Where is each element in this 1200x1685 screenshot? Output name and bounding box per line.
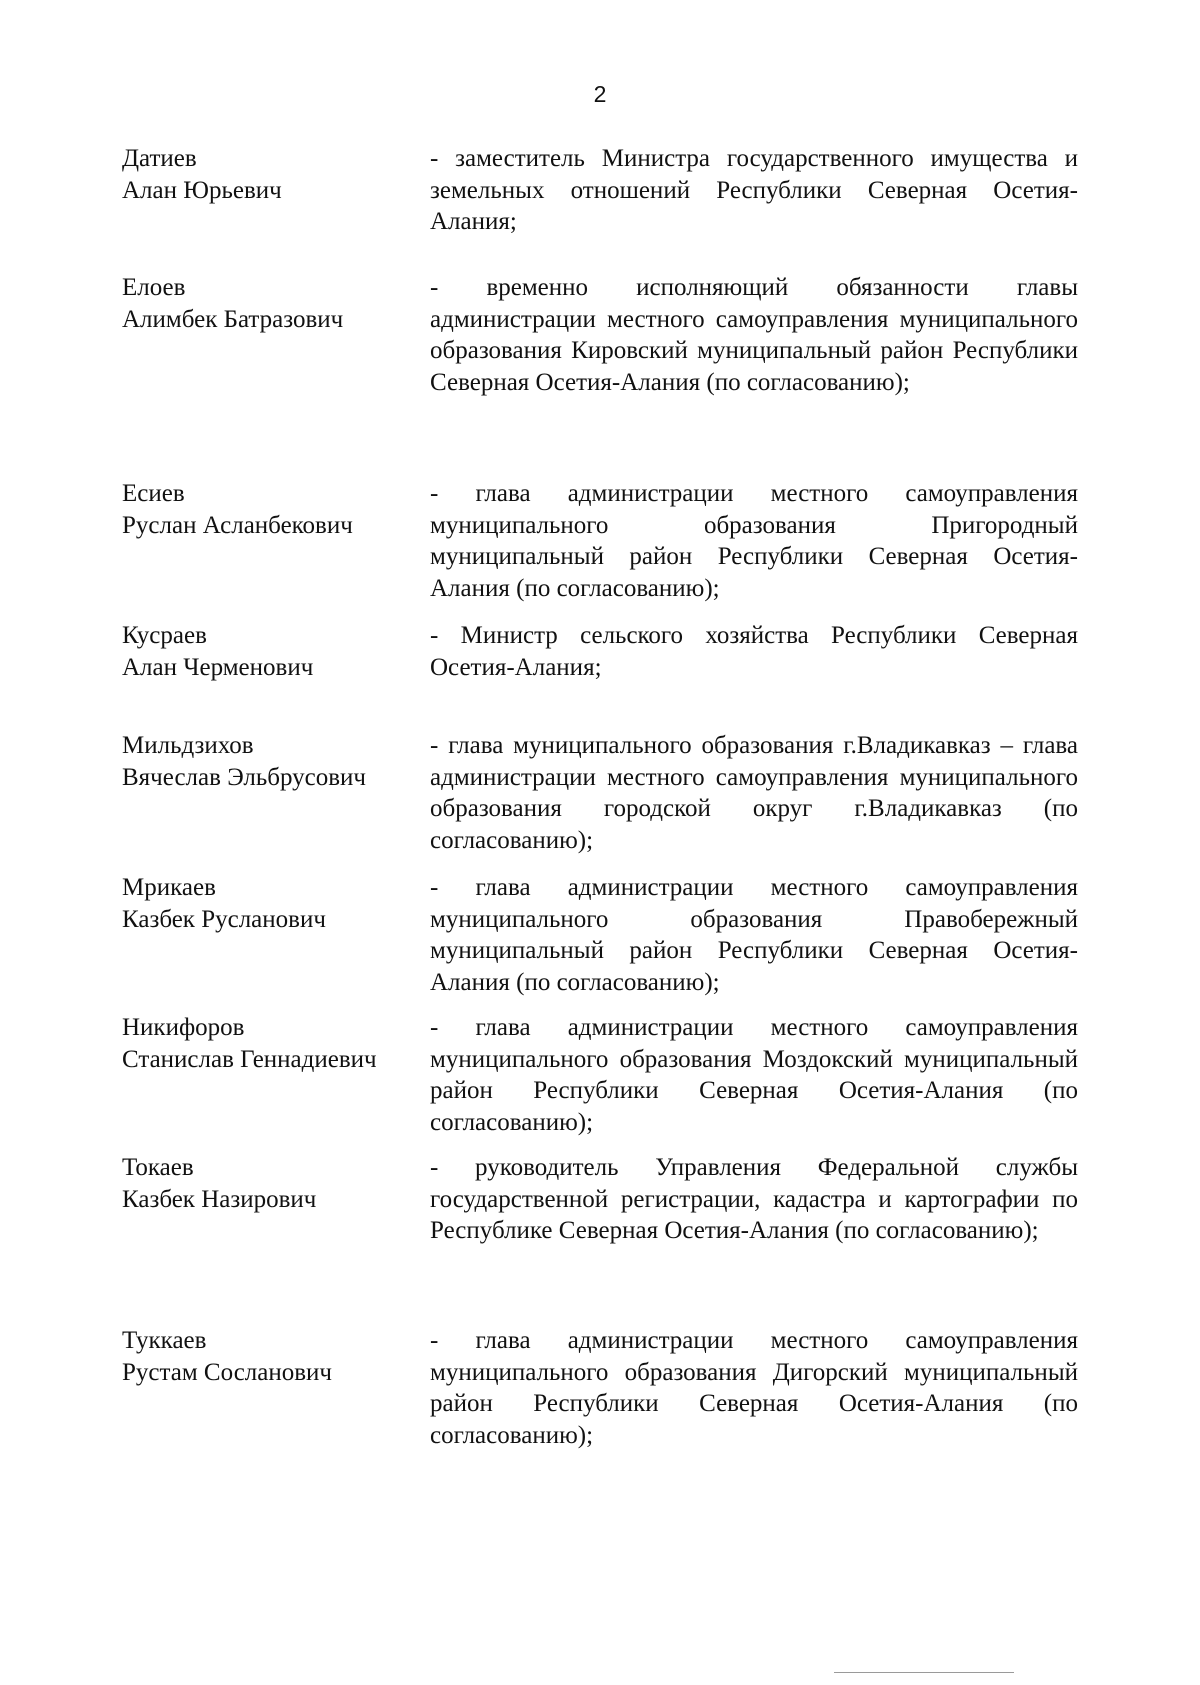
member-given-names: Алан Черменович <box>122 653 314 681</box>
member-name <box>122 143 422 206</box>
member-surname: Кусраев <box>122 622 207 649</box>
member-position: - временно исполняющий обязанности главы администрации местного самоуправления муниципального образования Кировский муниципальный район Республики Северная Осетия-Алания (по согласованию); <box>430 274 1078 396</box>
member-surname: Никифоров <box>122 1014 245 1041</box>
page-number: 2 <box>593 81 607 107</box>
member-position: - глава муниципального образования г.Владикавказ – глава администрации местного самоуправления муниципального образования городской округ г.Владикавказ (по согласованию); <box>430 732 1078 854</box>
member-given-names: Алан Юрьевич <box>122 176 282 204</box>
member-name <box>122 272 422 335</box>
member-position: - глава администрации местного самоуправления муниципального образования Моздокский муниципальный район Республики Северная Осетия-Алания (по согласованию); <box>430 1014 1078 1136</box>
member-given-names: Казбек Назирович <box>122 1185 317 1213</box>
member-position: - заместитель Министра государственного имущества и земельных отношений Республики Северная Осетия-Алания; <box>430 145 1078 235</box>
member-name <box>122 1152 422 1215</box>
member-name <box>122 1012 422 1075</box>
member-surname: Токаев <box>122 1154 194 1181</box>
member-position: - глава администрации местного самоуправления муниципального образования Правобережный муниципальный район Республики Северная Осетия-Алания (по согласованию); <box>430 874 1078 996</box>
member-surname: Датиев <box>122 145 197 172</box>
member-name <box>122 620 422 683</box>
member-surname: Елоев <box>122 274 186 301</box>
member-position: - руководитель Управления Федеральной службы государственной регистрации, кадастра и картографии по Республике Северная Осетия-Алания (по согласованию); <box>430 1154 1078 1244</box>
footer-divider <box>834 1672 1014 1673</box>
member-name <box>122 872 422 935</box>
member-position: - глава администрации местного самоуправления муниципального образования Пригородный муниципальный район Республики Северная Осетия-Алания (по согласованию); <box>430 480 1078 602</box>
member-given-names: Казбек Русланович <box>122 905 326 933</box>
member-given-names: Алимбек Батразович <box>122 305 344 333</box>
member-surname: Есиев <box>122 480 185 507</box>
member-surname: Мильдзихов <box>122 732 254 759</box>
member-given-names: Рустам Сосланович <box>122 1358 332 1386</box>
member-position: - Министр сельского хозяйства Республики Северная Осетия-Алания; <box>430 622 1078 681</box>
member-given-names: Вячеслав Эльбрусович <box>122 763 366 791</box>
member-given-names: Руслан Асланбекович <box>122 511 353 539</box>
member-surname: Туккаев <box>122 1327 207 1354</box>
member-name <box>122 730 422 793</box>
member-given-names: Станислав Геннадиевич <box>122 1045 377 1073</box>
member-name <box>122 478 422 541</box>
member-name <box>122 1325 422 1388</box>
member-position: - глава администрации местного самоуправления муниципального образования Дигорский муниципальный район Республики Северная Осетия-Алания (по согласованию); <box>430 1327 1078 1449</box>
member-surname: Мрикаев <box>122 874 216 901</box>
